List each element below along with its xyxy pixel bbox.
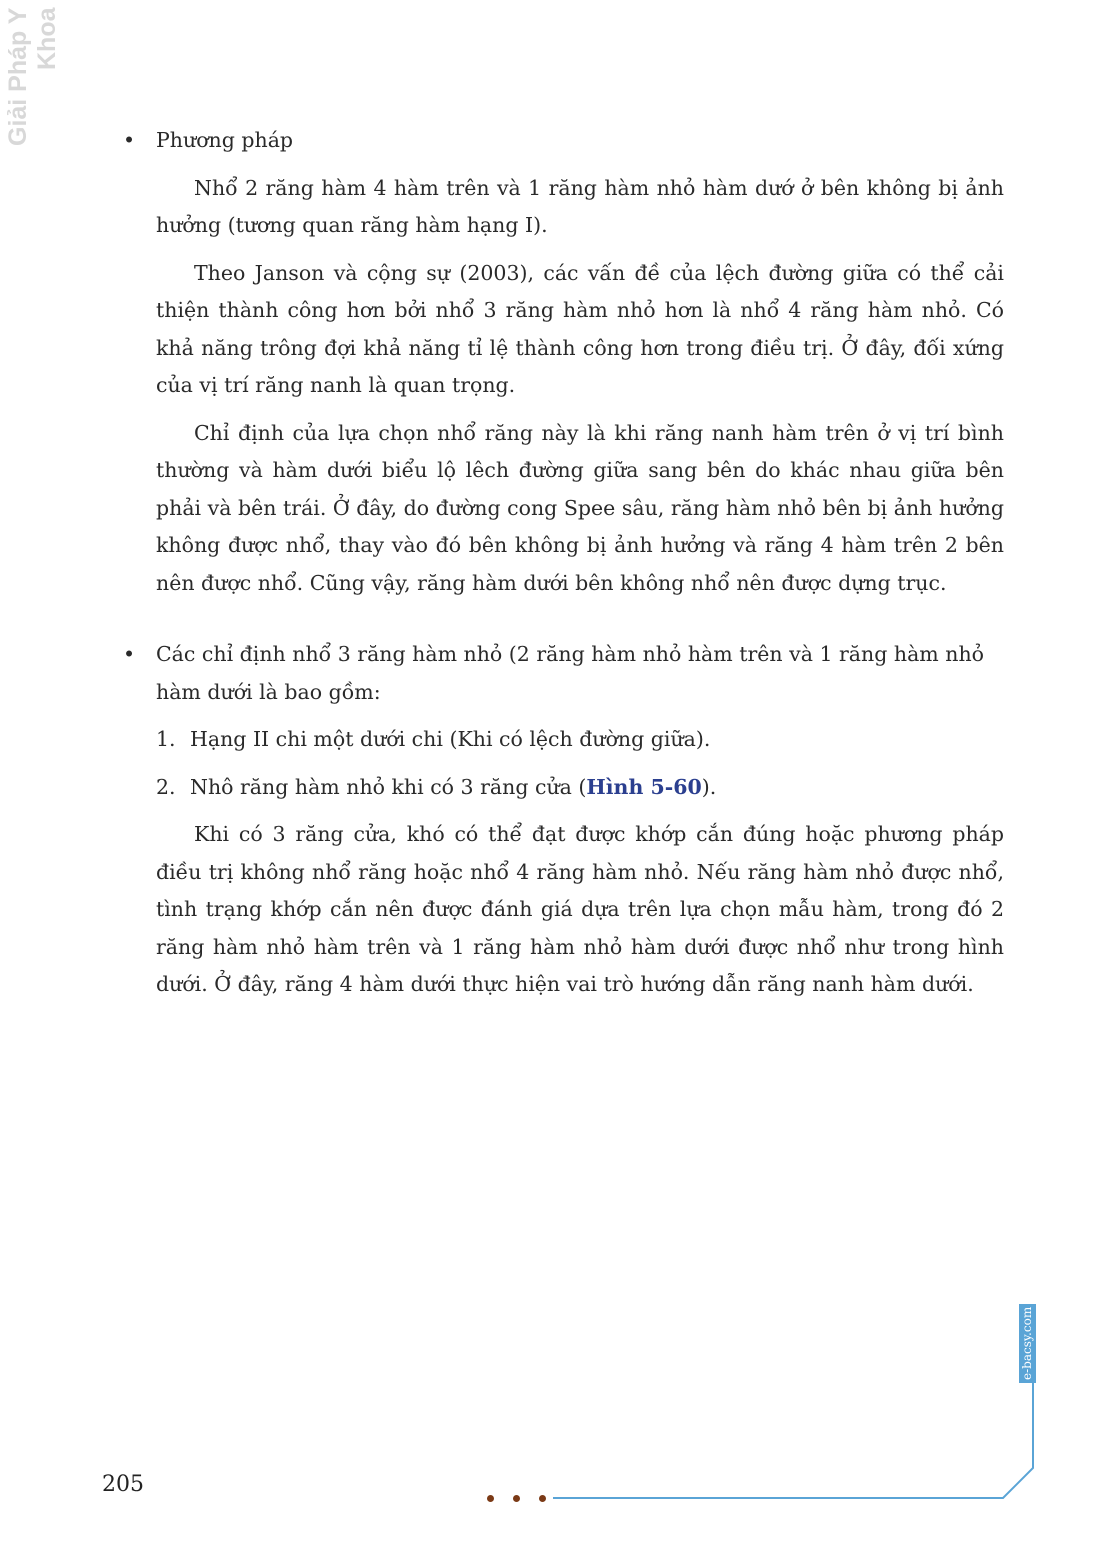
list-number: 2. [156, 774, 176, 799]
paragraph: Khi có 3 răng cửa, khó có thể đạt được khớp cắn đúng hoặc phương pháp điều trị không nhổ răng hoặc nhổ 4 răng hàm nhỏ. Nếu răng hàm nhỏ được nhổ, tình trạng khớp cắn nên được đánh giá dựa trên lựa chọn mẫu hàm, trong đó 2 răng hàm nhỏ hàm trên và 1 răng hàm nhỏ hàm dưới được nhổ như trong hình dưới. Ở đây, răng 4 hàm dưới thực hiện vai trò hướng dẫn răng nanh hàm dưới. [156, 822, 1004, 996]
figure-reference-link[interactable]: Hình 5-60 [586, 774, 702, 799]
paragraph: Nhổ 2 răng hàm 4 hàm trên và 1 răng hàm nhỏ hàm dướ ở bên không bị ảnh hưởng (tương quan răng hàm hạng I). [156, 175, 1004, 237]
bullet-icon: • [123, 642, 136, 666]
paragraph: Theo Janson và cộng sự (2003), các vấn đề của lệch đường giữa có thể cải thiện thành công hơn bởi nhổ 3 răng hàm nhỏ hơn là nhổ 4 răng hàm nhỏ. Có khả năng trông đợi khả năng tỉ lệ thành công hơn trong điều trị. Ở đây, đối xứng của vị trí răng nanh là quan trọng. [156, 260, 1004, 397]
list-number: 1. [156, 727, 176, 751]
watermark: e-bacsy.com [1019, 1304, 1036, 1383]
heading-text: Các chỉ định nhổ 3 răng hàm nhỏ (2 răng hàm nhỏ hàm trên và 1 răng hàm nhỏ hàm dưới là bao gồm: [156, 642, 984, 704]
list-item-text-after: ). [701, 774, 717, 799]
bullet-icon: • [123, 128, 136, 152]
side-title: Giải Pháp Y Khoa [4, 8, 61, 147]
page-number: 205 [102, 1472, 144, 1497]
list-item-text: Hạng II chi một dưới chi (Khi có lệch đường giữa). [190, 727, 711, 751]
heading-text: Phương pháp [156, 128, 294, 152]
list-item-text-before: Nhô răng hàm nhỏ khi có 3 răng cửa ( [190, 774, 587, 799]
paragraph: Chỉ định của lựa chọn nhổ răng này là khi răng nanh hàm trên ở vị trí bình thường và hàm dưới biểu lộ lêch đường giữa sang bên do khác nhau giữa bên phải và bên trái. Ở đây, do đường cong Spee sâu, răng hàm nhỏ bên bị ảnh hưởng không được nhổ, thay vào đó bên không bị ảnh hưởng và răng 4 hàm trên 2 bên nên được nhổ. Cũng vậy, răng hàm dưới bên không nhổ nên được dựng trục. [156, 420, 1004, 595]
